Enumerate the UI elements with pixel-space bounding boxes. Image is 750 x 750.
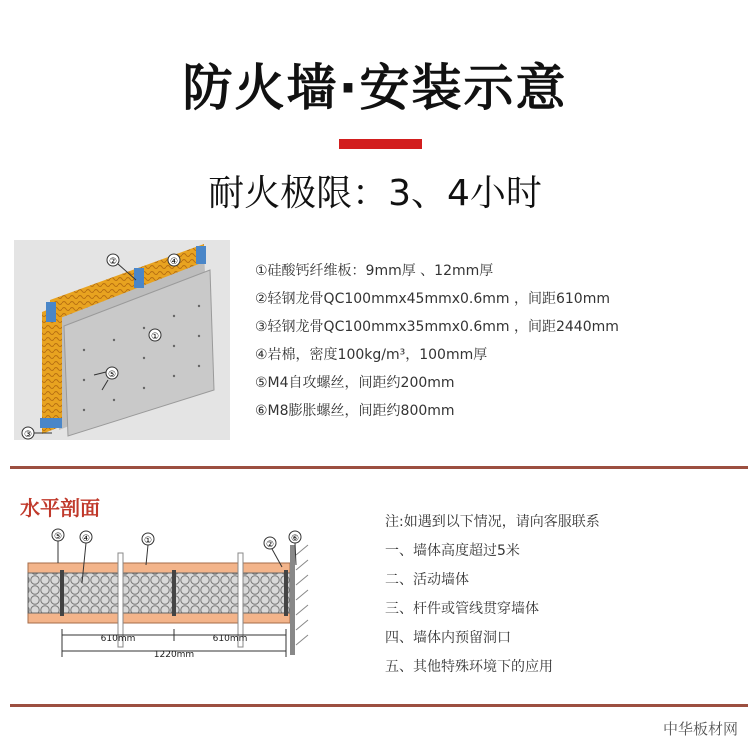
section-divider-top xyxy=(10,466,748,469)
insulation-core xyxy=(28,573,290,613)
legend-item: ⑤M4自攻螺丝，间距约200mm xyxy=(255,375,455,391)
screw-1 xyxy=(118,553,123,647)
notes-list xyxy=(385,508,600,682)
svg-text:④: ④ xyxy=(169,257,179,267)
legend-item: ③轻钢龙骨QC100mmx35mmx0.6mm ，间距2440mm xyxy=(255,319,619,335)
dimension-1220: 1220mm xyxy=(153,650,195,660)
dimension-610-left: 610mm xyxy=(100,634,136,644)
legend-item: ①硅酸钙纤维板：9mm厚 、12mm厚 xyxy=(255,263,494,279)
section-marker-5 xyxy=(52,529,64,563)
stud-c xyxy=(196,246,206,264)
notes-heading: 注:如遇到以下情况，请向客服联系 xyxy=(385,514,600,530)
svg-text:⑤: ⑤ xyxy=(53,532,63,542)
screw-2 xyxy=(238,553,243,647)
existing-wall xyxy=(290,545,295,655)
note-item: 四、墙体内预留洞口 xyxy=(385,630,511,646)
stud-3 xyxy=(284,570,288,616)
stud-1 xyxy=(60,570,64,616)
wall-illustration xyxy=(14,240,230,440)
svg-text:②: ② xyxy=(265,540,275,550)
legend-item: ②轻钢龙骨QC100mmx45mmx0.6mm ，间距610mm xyxy=(255,291,610,307)
svg-text:⑤: ⑤ xyxy=(107,370,117,380)
legend-item: ④岩棉，密度100kg/m³，100mm厚 xyxy=(255,347,488,363)
section-divider-bottom xyxy=(10,704,748,707)
board-bottom xyxy=(28,613,290,623)
bottom-track xyxy=(40,418,62,428)
svg-text:①: ① xyxy=(150,332,160,342)
legend-item: ⑥M8膨胀螺丝，间距约800mm xyxy=(255,403,455,419)
page-title: 防火墙·安装示意 xyxy=(182,59,568,117)
dimension-610-right: 610mm xyxy=(212,634,248,644)
stud-b xyxy=(134,268,144,288)
svg-text:⑥: ⑥ xyxy=(290,534,300,544)
section-title: 水平剖面 xyxy=(20,496,100,520)
svg-text:①: ① xyxy=(143,536,153,546)
note-item: 一、墙体高度超过5米 xyxy=(385,543,520,559)
section-marker-1 xyxy=(142,533,154,565)
wall-hatch xyxy=(296,545,308,645)
rock-wool-left xyxy=(42,304,62,434)
site-watermark: 中华板材网 xyxy=(662,720,738,738)
svg-text:③: ③ xyxy=(23,430,33,440)
note-item: 五、其他特殊环境下的应用 xyxy=(385,659,553,675)
board-top xyxy=(28,563,290,573)
fire-rating-subtitle: 耐火极限：3、4小时 xyxy=(208,173,542,214)
note-item: 三、杆件或管线贯穿墙体 xyxy=(385,601,539,617)
stud-2 xyxy=(172,570,176,616)
svg-text:④: ④ xyxy=(81,534,91,544)
cross-section-drawing xyxy=(20,525,320,665)
material-legend xyxy=(255,257,619,425)
note-item: 二、活动墙体 xyxy=(385,572,469,588)
svg-text:②: ② xyxy=(108,257,118,267)
title-underline xyxy=(339,139,422,149)
stud-a xyxy=(46,302,56,322)
wall-drawing xyxy=(14,240,230,440)
